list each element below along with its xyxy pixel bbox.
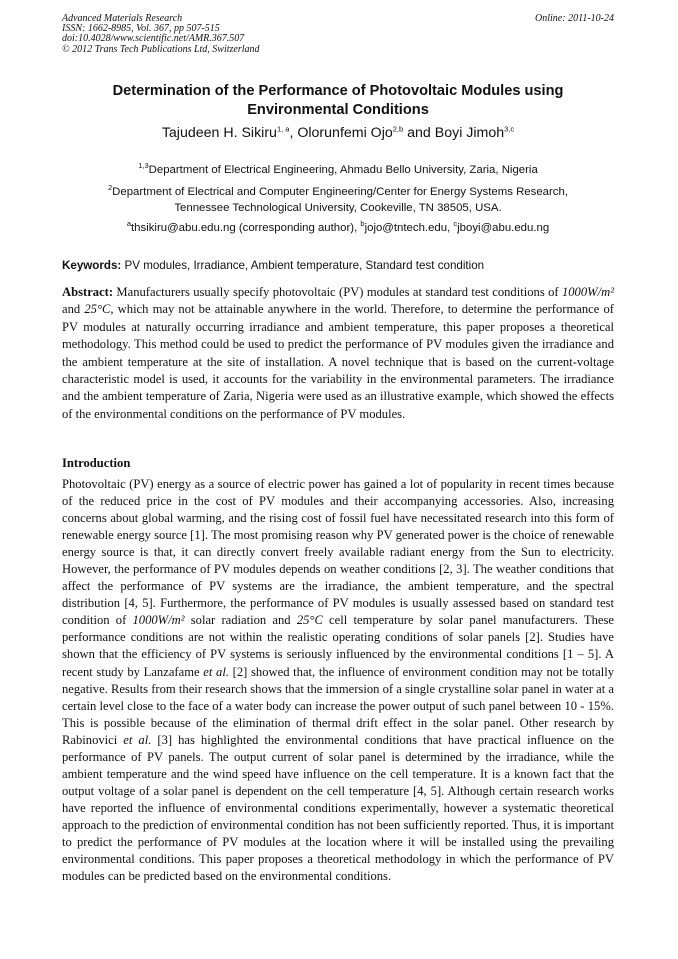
abstract-text: , which may not be attainable anywhere in the world. Therefore, to determine the performance of PV modules at naturally occurring irradiance and ambient temperature, this paper proposes a theoretical methodology. This method could be used to predict the performance of PV modules given the irradiance and the ambient temperature at the site of installation. A novel technique that is based on the current-voltage characteristic model is used, it accounts for the variability in the environmental parameters. The irradiance and the ambient temperature of Zaria, Nigeria were used as an illustrative example, which showed the effects of the environmental conditions on the performance of PV modules. xyxy=(62,302,614,421)
keywords-text: PV modules, Irradiance, Ambient temperature, Standard test condition xyxy=(121,259,485,272)
email-superscript: c xyxy=(453,219,458,229)
keywords-label: Keywords: xyxy=(62,259,122,272)
affiliation-superscript: 1,3 xyxy=(138,161,149,171)
author-name: Boyi Jimoh xyxy=(434,125,505,141)
author-name: Olorunfemi Ojo xyxy=(297,125,393,141)
italic-text: et al. xyxy=(203,664,229,679)
math-expression: 25°C xyxy=(84,302,111,317)
author-list xyxy=(62,124,614,142)
author-superscript: 1, a xyxy=(276,124,290,134)
journal-header xyxy=(62,14,260,55)
email-text: jboyi@abu.edu.ng xyxy=(457,222,550,234)
title-line-2: Environmental Conditions xyxy=(247,101,429,118)
email-superscript: a xyxy=(126,219,132,229)
affiliation-text: Tennessee Technological University, Cookeville, TN 38505, USA. xyxy=(174,202,502,214)
online-date: Online: 2011-10-24 xyxy=(535,13,614,24)
math-expression: 25°C xyxy=(296,613,323,628)
author-separator: , xyxy=(289,125,298,141)
italic-text: et al. xyxy=(123,732,152,747)
author-superscript: 3,c xyxy=(504,124,515,134)
paper-title xyxy=(62,82,614,119)
author-superscript: 2,b xyxy=(392,124,404,134)
affiliation-superscript: 2 xyxy=(107,183,113,193)
body-text: [3] has highlighted the environmental conditions that have practical influence on the performance of PV panels. The output current of solar panel is determined by the irradiance, while the ambient temperature and the wind speed have influence on the cell temperature. It is a known fact that the output voltage of a solar panel is dependent on the cell temperature [4, 5]. Although certain research works have reported the influence of environmental conditions experimentally, however a systematic theoretical approach to the prediction of environmental condition has not been sufficiently reported. Thus, it is important to predict the performance of PV modules at the location where it will be installed using the prevailing environmental conditions. This paper proposes a theoretical methodology in which the performance of PV modules can be predicted based on the environmental conditions. xyxy=(62,732,614,884)
abstract-label: Abstract: xyxy=(62,285,114,299)
affiliation-text: Department of Electrical and Computer Engineering/Center for Energy Systems Research, xyxy=(112,186,568,198)
doi-line: doi:10.4028/www.scientific.net/AMR.367.507 xyxy=(62,33,245,45)
issn-line: ISSN: 1662-8985, Vol. 367, pp 507-515 xyxy=(62,23,220,35)
body-text: solar radiation and xyxy=(184,613,297,628)
abstract xyxy=(62,284,614,423)
abstract-text: and xyxy=(62,302,85,317)
introduction-paragraph xyxy=(62,476,614,885)
math-expression: 1000W/m² xyxy=(561,285,614,299)
affiliation-text: Department of Electrical Engineering, Ahmadu Bello University, Zaria, Nigeria xyxy=(148,164,538,176)
journal-name: Advanced Materials Research xyxy=(62,13,183,24)
author-separator: and xyxy=(403,125,435,141)
email-text: jojo@tntech.edu, xyxy=(364,222,454,234)
body-text: [2] showed that, the influence of environment condition may not be totally negative. Results from their research shows that the immersion of a single crystalline solar panel in water at a certain level close to the face of a water body can increase the power output of such panel between 10 - 15%. This is possible because of the elimination of thermal drift effect in the solar panel. Other research by Rabinovici xyxy=(62,664,615,747)
affiliation-1 xyxy=(62,162,614,178)
email-text: thsikiru@abu.edu.ng (corresponding author), xyxy=(131,222,361,234)
author-name: Tajudeen H. Sikiru xyxy=(161,125,277,141)
email-line xyxy=(62,220,614,236)
body-text: cell temperature by solar panel manufacturers. These performance conditions are not within the realistic operating conditions of solar panels [2]. Studies have shown that the efficiency of PV systems is seriously influenced by the environmental conditions [1 – 5]. A recent study by Lanzafame xyxy=(62,613,614,679)
copyright-line: © 2012 Trans Tech Publications Ltd, Switzerland xyxy=(62,43,260,55)
abstract-text: Manufacturers usually specify photovoltaic (PV) modules at standard test conditions of xyxy=(113,285,562,299)
body-text: Photovoltaic (PV) energy as a source of electric power has gained a lot of popularity in recent times because of the reduced price in the cost of PV modules and their accompanying accessories. Also, increasing concerns about global warming, and the rising cost of fossil fuel have necessitated research into this form of renewable energy source [1]. The most promising reason why PV generated power is the choice of renewable energy source is that, it can directly convert freely available radiant energy from the Sun to electricity. However, the performance of PV modules depends on weather conditions [2, 3]. The weather conditions that affect the performance of PV systems are the irradiance, the ambient temperature, and the spectral distribution [4, 5]. Furthermore, the performance of PV modules is usually assessed based on standard test condition of xyxy=(62,477,614,628)
email-superscript: b xyxy=(360,219,365,229)
affiliation-2 xyxy=(62,184,614,216)
math-expression: 1000W/m² xyxy=(132,613,185,628)
title-line-1: Determination of the Performance of Photovoltaic Modules using xyxy=(112,83,564,99)
keywords xyxy=(62,258,614,274)
section-heading: Introduction xyxy=(62,456,131,470)
